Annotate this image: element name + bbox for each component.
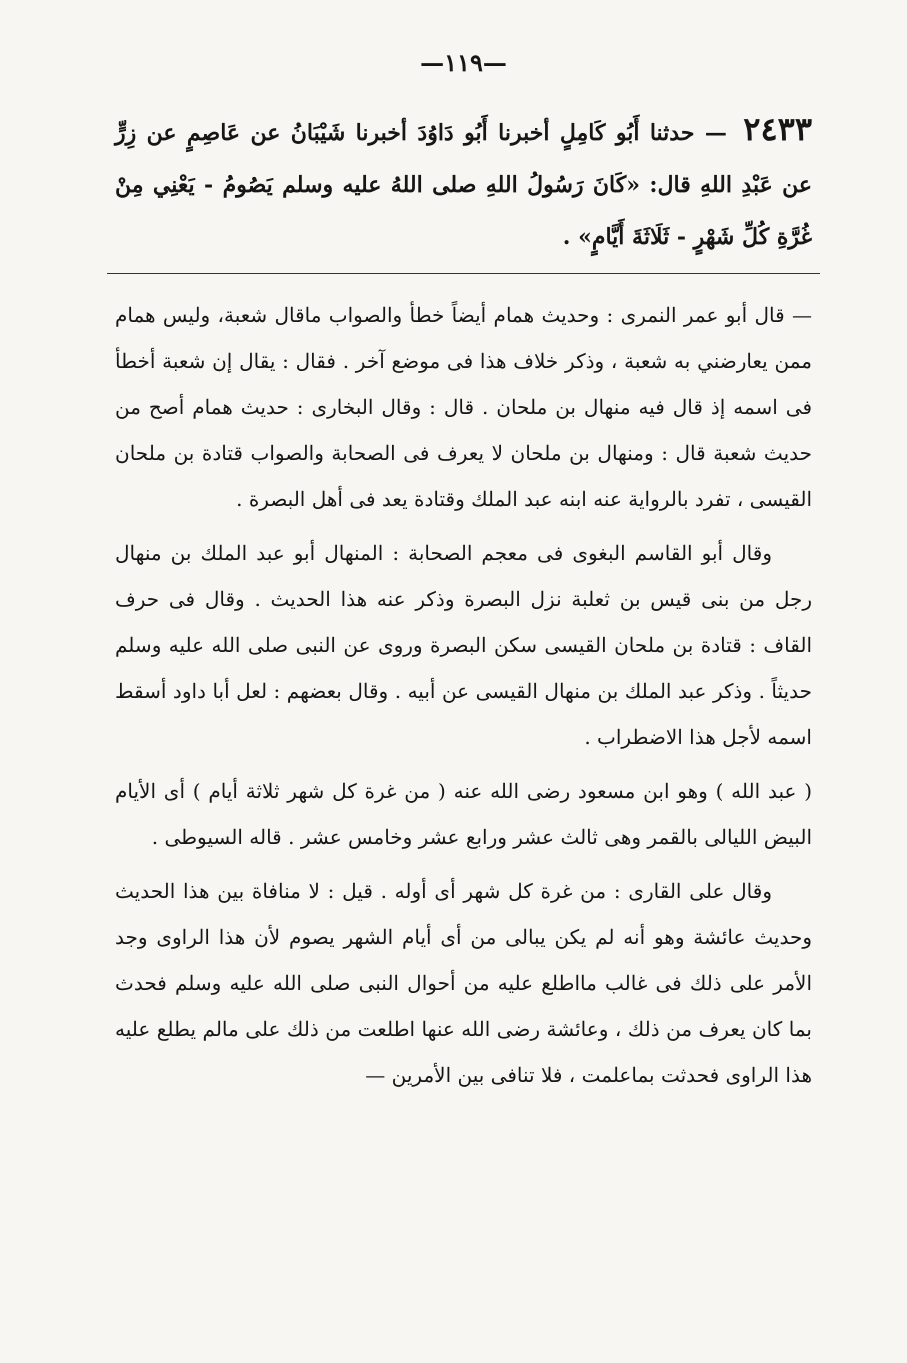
commentary-paragraph: وقال أبو القاسم البغوى فى معجم الصحابة : المنهال أبو عبد الملك بن منهال رجل من بنى قيس بن ثعلبة نزل البصرة وذكر عنه هذا الحديث . وقال فى حرف القاف : قتادة بن ملحان القيسى سكن البصرة وروى عن النبى صلى الله عليه وسلم حديثاً . وذكر عبد الملك بن منهال القيسى عن أبيه . وقال بعضهم : لعل أبا داود أسقط اسمه لأجل هذا الاضطراب .	[115, 541, 812, 749]
commentary-paragraph: — قال أبو عمر النمرى : وحديث همام أيضاً خطأ والصواب ماقال شعبة، وليس همام ممن يعارضني به شعبة ، وذكر خلاف هذا فى موضع آخر . فقال : يقال إن شعبة أخطأ فى اسمه إذ قال فيه منهال بن ملحان . قال : وقال البخارى : حديث همام أصح من حديث شعبة قال : ومنهال بن ملحان لا يعرف فى الصحابة والصواب قتادة بن ملحان القيسى ، تفرد بالرواية عنه ابنه عبد الملك وقتادة يعد فى أهل البصرة .	[115, 303, 812, 511]
commentary-paragraph: ( عبد الله ) وهو ابن مسعود رضى الله عنه ( من غرة كل شهر ثلاثة أيام ) أى الأيام البيض الليالى بالقمر وهى ثالث عشر ورابع عشر وخامس عشر . قاله السيوطى .	[115, 779, 812, 849]
commentary	[115, 292, 812, 1098]
hadith-entry	[115, 103, 812, 263]
commentary-paragraph: وقال على القارى : من غرة كل شهر أى أوله . قيل : لا منافاة بين هذا الحديث وحديث عائشة وهو أنه لم يكن يبالى من أى أيام الشهر يصوم لأن هذا الراوى وجد الأمر على ذلك فى غالب مااطلع عليه من أحوال النبى صلى الله عليه وسلم فحدث بما كان يعرف من ذلك ، وعائشة رضى الله عنها اطلعت من ذلك على مالم يطلع عليه هذا الراوى فحدثت بماعلمت ، فلا تنافى بين الأمرين —	[115, 879, 812, 1087]
page-number: —١١٩—	[420, 48, 507, 77]
hadith-number: ٢٤٣٣	[743, 110, 812, 148]
hadith-text: — حدثنا أَبُو كَامِلٍ أخبرنا أَبُو دَاوُدَ أخبرنا شَيْبَانُ عن عَاصِمٍ عن زِرٍّ عن عَبْدِ اللهِ قال: «كَانَ رَسُولُ اللهِ صلى اللهُ عليه وسلم يَصُومُ - يَعْنِي مِنْ غُرَّةِ كُلِّ شَهْرٍ - ثَلَاثَةَ أَيَّامٍ» .	[115, 120, 812, 250]
divider	[107, 273, 820, 274]
